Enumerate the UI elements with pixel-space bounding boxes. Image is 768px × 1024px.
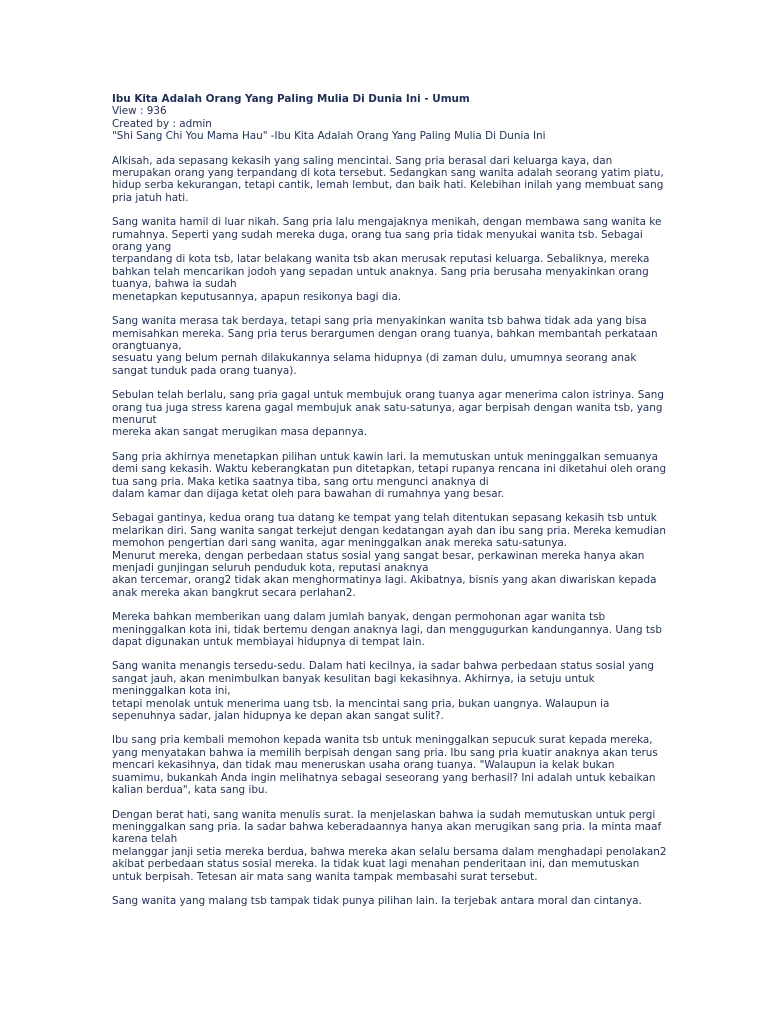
paragraph-line: dalam kamar dan dijaga ketat oleh para bawahan di rumahnya yang besar. — [112, 487, 505, 500]
paragraph-line: orang yang — [112, 241, 172, 254]
paragraph-line: Alkisah, ada sepasang kekasih yang saling mencintai. Sang pria berasal dari keluarga kaya, dan — [112, 154, 613, 167]
paragraph-line: karena telah — [112, 833, 178, 846]
paragraph-line: memohon pengertian dari sang wanita, agar meninggalkan anak mereka satu-satunya. — [112, 537, 568, 550]
paragraph-line: mereka akan sangat merugikan masa depannya. — [112, 426, 368, 439]
document — [112, 93, 667, 919]
paragraph-line: menetapkan keputusannya, apapun resikonya bagi dia. — [112, 290, 402, 303]
paragraph-line: Sang wanita menangis tersedu-sedu. Dalam hati kecilnya, ia sadar bahwa perbedaan status sosial yang — [112, 660, 654, 673]
paragraph-line: tuanya, bahwa ia sudah — [112, 278, 237, 291]
paragraph — [112, 660, 652, 722]
paragraph-line: anak mereka akan bangkrut secara perlahan2. — [112, 586, 356, 599]
paragraph-line: tua sang pria. Maka ketika saatnya tiba, sang ortu mengunci anaknya di — [112, 475, 489, 488]
paragraph-line: yang menyatakan bahwa ia memilih berpisah dengan sang pria. Ibu sang pria kuatir anaknya akan terus — [112, 746, 658, 759]
paragraph-line: terpandang di kota tsb, latar belakang wanita tsb akan merusak reputasi keluarga. Sebaliknya, mereka — [112, 253, 650, 266]
created-by: Created by : admin — [112, 117, 212, 130]
paragraph-line: Sang wanita hamil di luar nikah. Sang pria lalu mengajaknya menikah, dengan membawa sang wanita ke — [112, 216, 662, 229]
paragraph-line: Sebulan telah berlalu, sang pria gagal untuk membujuk orang tuanya agar menerima calon istrinya. Sang — [112, 389, 664, 402]
subtitle: "Shi Sang Chi You Mama Hau" -Ibu Kita Adalah Orang Yang Paling Mulia Di Dunia Ini — [112, 130, 546, 143]
paragraph-line: suamimu, bukankah Anda ingin melihatnya sebagai seseorang yang berhasil? Ini adalah untuk kebaikan — [112, 771, 656, 784]
paragraph-line: meninggalkan sang pria. Ia sadar bahwa keberadaannya hanya akan merugikan sang pria. Ia minta maaf — [112, 820, 662, 833]
paragraph-line: kalian berdua", kata sang ibu. — [112, 784, 268, 797]
paragraph-line: Sang wanita yang malang tsb tampak tidak punya pilihan lain. Ia terjebak antara moral dan cintanya. — [112, 894, 642, 907]
paragraph — [112, 808, 667, 883]
paragraph-line: demi sang kekasih. Waktu keberangkatan pun ditetapkan, tetapi rupanya rencana ini diketahui oleh orang — [112, 463, 667, 476]
paragraph-line: dapat digunakan untuk membiayai hidupnya di tempat lain. — [112, 636, 425, 649]
paragraph — [112, 216, 662, 303]
paragraph-line: bahkan telah mencarikan jodoh yang sepadan untuk anaknya. Sang pria berusaha menyakinkan orang — [112, 265, 649, 278]
paragraph — [112, 611, 662, 649]
paragraph-line: orang tua juga stress karena gagal membujuk anak satu-satunya, agar berpisah dengan wanita tsb, yang — [112, 401, 663, 414]
paragraph-line: mencari kekasihnya, dan tidak mau meneruskan usaha orang tuanya. "Walaupun ia kelak bukan — [112, 759, 615, 772]
paragraph — [112, 389, 664, 439]
paragraph-line: rumahnya. Seperti yang sudah mereka duga, orang tua sang pria tidak menyukai wanita tsb. Sebagai — [112, 228, 643, 241]
paragraph-line: memisahkan mereka. Sang pria terus berargumen dengan orang tuanya, bahkan membantah perkataan — [112, 327, 658, 340]
paragraph-line: akan tercemar, orang2 tidak akan menghormatinya lagi. Akibatnya, bisnis yang akan diwariskan kepada — [112, 574, 657, 587]
paragraph-line: Ibu sang pria kembali memohon kepada wanita tsb untuk meninggalkan sepucuk surat kepada mereka, — [112, 734, 653, 747]
page-title: Ibu Kita Adalah Orang Yang Paling Mulia Di Dunia Ini - Umum — [112, 93, 470, 105]
paragraph-line: sangat tunduk pada orang tuanya). — [112, 364, 297, 377]
body-text — [112, 154, 667, 908]
paragraph-line: Dengan berat hati, sang wanita menulis surat. Ia menjelaskan bahwa ia sudah memutuskan untuk pergi — [112, 808, 656, 821]
paragraph-line: akibat perbedaan status sosial mereka. Ia tidak kuat lagi menahan penderitaan ini, dan memutuskan — [112, 858, 640, 871]
paragraph-line: Menurut mereka, dengan perbedaan status sosial yang sangat besar, perkawinan mereka hanya akan — [112, 549, 645, 562]
paragraph-line: orangtuanya, — [112, 339, 182, 352]
paragraph-line: sesuatu yang belum pernah dilakukannya selama hidupnya (di zaman dulu, umumnya seorang anak — [112, 352, 637, 365]
paragraph — [112, 154, 664, 205]
paragraph-line: menurut — [112, 413, 157, 426]
paragraph — [112, 512, 666, 599]
paragraph-line: Sebagai gantinya, kedua orang tua datang ke tempat yang telah ditentukan sepasang kekasih tsb untuk — [112, 512, 657, 525]
paragraph-line: Sang wanita merasa tak berdaya, tetapi sang pria menyakinkan wanita tsb bahwa tidak ada yang bisa — [112, 315, 647, 328]
paragraph-line: Sang pria akhirnya menetapkan pilihan untuk kawin lari. Ia memutuskan untuk meninggalkan semuanya — [112, 450, 658, 463]
paragraph — [112, 315, 658, 377]
paragraph-line: meninggalkan kota ini, — [112, 685, 231, 698]
paragraph-line: melanggar janji setia mereka berdua, bahwa mereka akan selalu bersama dalam menghadapi penolakan2 — [112, 845, 667, 858]
paragraph-line: merupakan orang yang terpandang di kota tersebut. Sedangkan sang wanita adalah seorang yatim piatu, — [112, 167, 664, 180]
paragraph — [112, 895, 652, 907]
paragraph-line: hidup serba kekurangan, tetapi cantik, lemah lembut, dan baik hati. Kelebihan inilah yang membuat sang — [112, 179, 664, 192]
paragraph-line: sepenuhnya sadar, jalan hidupnya ke depan akan sangat sulit?. — [112, 710, 444, 723]
paragraph-line: tetapi menolak untuk menerima uang tsb. Ia mencintai sang pria, bukan uangnya. Walaupun ia — [112, 697, 610, 710]
paragraph-line: Mereka bahkan memberikan uang dalam jumlah banyak, dengan permohonan agar wanita tsb — [112, 611, 606, 624]
paragraph — [112, 734, 658, 797]
paragraph — [112, 450, 667, 501]
paragraph-line: menjadi gunjingan seluruh penduduk kota, reputasi anaknya — [112, 562, 429, 574]
paragraph-line: sangat jauh, akan menimbulkan banyak kesulitan bagi kekasihnya. Akhirnya, ia setuju untuk — [112, 672, 595, 685]
paragraph-line: melarikan diri. Sang wanita sangat terkejut dengan kedatangan ayah dan ibu sang pria. Mereka kemudian — [112, 524, 666, 537]
view-count: View : 936 — [112, 105, 167, 118]
paragraph-line: untuk berpisah. Tetesan air mata sang wanita tampak membasahi surat tersebut. — [112, 870, 538, 883]
paragraph-line: pria jatuh hati. — [112, 191, 189, 204]
paragraph-line: meninggalkan kota ini, tidak bertemu dengan anaknya lagi, dan menggugurkan kandungannya. Uang tsb — [112, 623, 662, 636]
